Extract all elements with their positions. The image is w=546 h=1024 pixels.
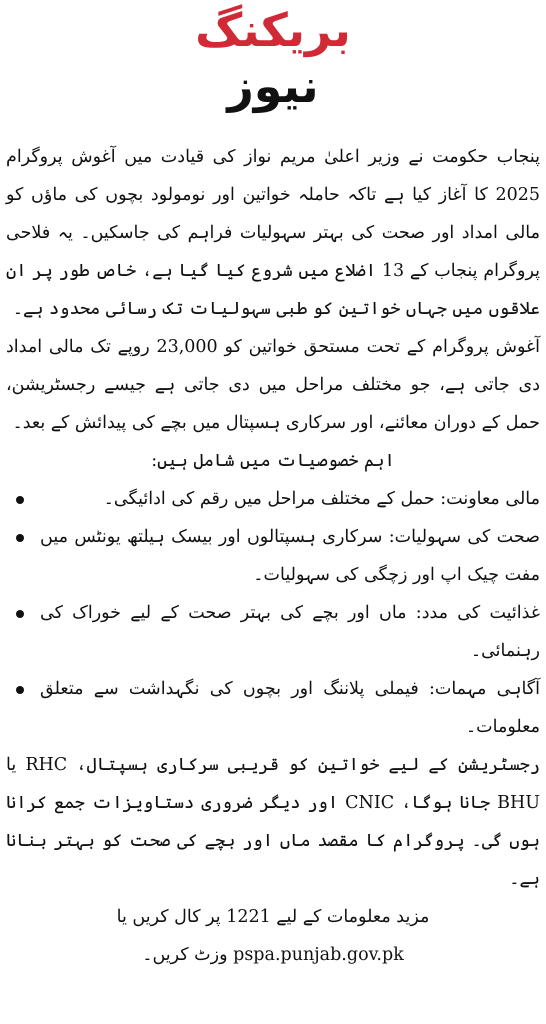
feature-item bbox=[6, 594, 540, 670]
intro-paragraph: پنجاب حکومت نے وزیر اعلیٰ مریم نواز کی قیادت میں آغوش پروگرام 2025 کا آغاز کیا ہے تاکہ حاملہ خواتین اور نومولود بچوں کی ماؤں کو مالی امداد اور صحت کی بہتر سہولیات فراہم کی جاسکیں۔ یہ فلاحی پروگرام پنجاب کے 13 اضلاع میں شروع کیا گیا ہے، خاص طور پر ان علاقوں میں جہاں خواتین کو طبی سہولیات تک رسائی محدود ہے۔ bbox=[6, 147, 540, 319]
breaking-news-header bbox=[0, 2, 546, 120]
bullet-icon bbox=[16, 496, 24, 504]
feature-item bbox=[6, 670, 540, 746]
feature-item bbox=[6, 518, 540, 594]
feature-text: آگاہی مہمات: فیملی پلاننگ اور بچوں کی نگہداشت سے متعلق معلومات۔ bbox=[40, 679, 540, 737]
bullet-icon bbox=[16, 610, 24, 618]
article-body bbox=[6, 138, 540, 974]
features-heading: اہم خصوصیات میں شامل ہیں: bbox=[151, 451, 395, 471]
bullet-icon bbox=[16, 534, 24, 542]
feature-text: مالی معاونت: حمل کے مختلف مراحل میں رقم کی ادائیگی۔ bbox=[103, 489, 540, 509]
feature-text: صحت کی سہولیات: سرکاری ہسپتالوں اور بیسک ہیلتھ یونٹس میں مفت چیک اپ اور زچگی کی سہولیات۔ bbox=[40, 527, 540, 585]
website-line: pspa.punjab.gov.pk وزٹ کریں۔ bbox=[142, 945, 404, 965]
financial-support-paragraph: آغوش پروگرام کے تحت مستحق خواتین کو 23,000 روپے تک مالی امداد دی جاتی ہے، جو مختلف مراحل میں دی جاتی ہے جیسے رجسٹریشن، حمل کے دوران معائنے، اور سرکاری ہسپتال میں بچے کی پیدائش کے بعد۔ bbox=[6, 337, 540, 433]
bullet-icon bbox=[16, 686, 24, 694]
features-list bbox=[6, 480, 540, 746]
registration-paragraph: رجسٹریشن کے لیے خواتین کو قریبی سرکاری ہسپتال، RHC یا BHU جانا ہوگا، CNIC اور دیگر ضروری دستاویزات جمع کرانا ہوں گی۔ پروگرام کا مقصد ماں اور بچے کی صحت کو بہتر بنانا ہے۔ bbox=[6, 755, 541, 889]
headline-breaking: بریکنگ bbox=[195, 3, 351, 57]
feature-item bbox=[6, 480, 540, 518]
contact-line: مزید معلومات کے لیے 1221 پر کال کریں یا bbox=[116, 907, 430, 927]
feature-text: غذائیت کی مدد: ماں اور بچے کی بہتر صحت کے لیے خوراک کی رہنمائی۔ bbox=[40, 603, 540, 661]
headline-news: نیوز bbox=[227, 59, 319, 113]
